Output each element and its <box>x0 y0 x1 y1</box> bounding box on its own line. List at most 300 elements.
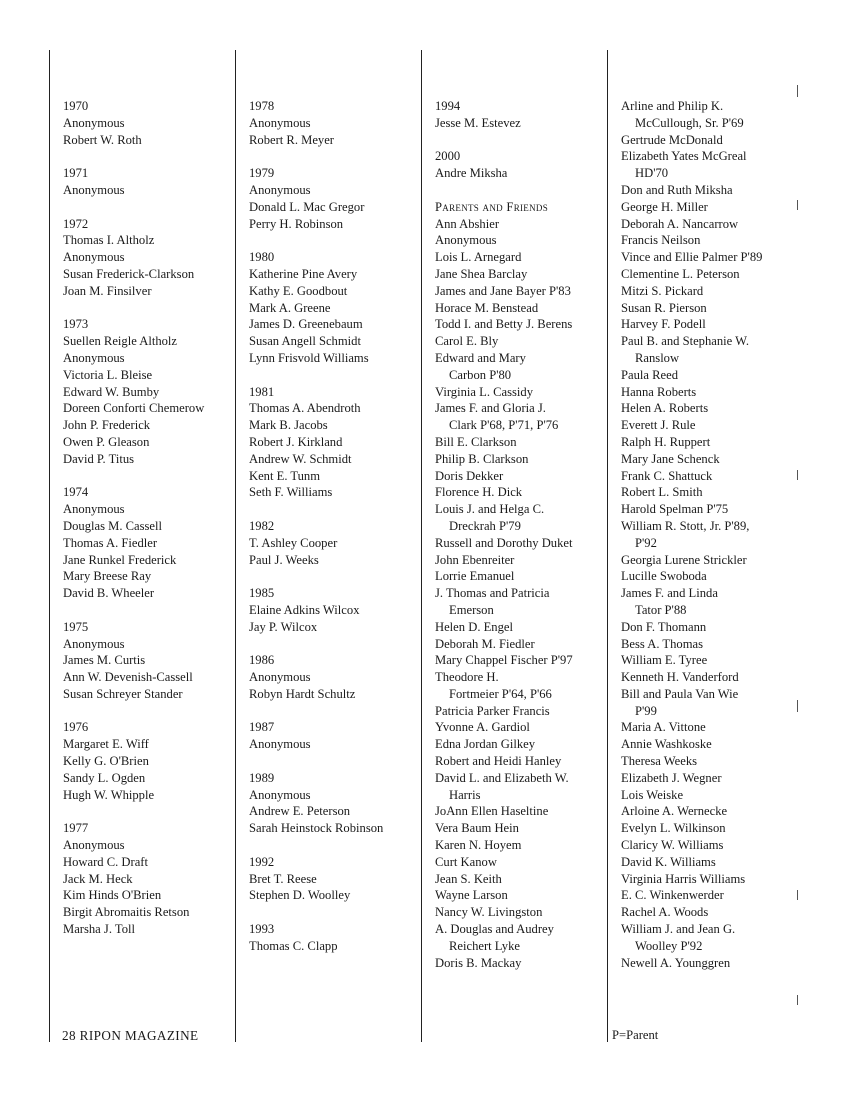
donor-name: Bill E. Clarkson <box>435 434 517 449</box>
donor-name: Mark B. Jacobs <box>249 418 328 433</box>
donor-name-continued: McCullough, Sr. P'69 <box>635 115 744 130</box>
scan-mark <box>797 470 798 480</box>
donor-name: Kathy E. Goodbout <box>249 283 348 298</box>
donor-name: E. C. Winkenwerder <box>621 888 724 903</box>
donor-name: Anonymous <box>63 502 125 517</box>
donor-entry <box>435 887 573 904</box>
donor-entry <box>621 367 762 384</box>
class-year-heading: 1972 <box>63 216 89 231</box>
class-year-group <box>249 518 383 568</box>
donor-name: Harvey F. Podell <box>621 317 706 332</box>
donor-name: James F. and Gloria J. <box>435 401 546 416</box>
donor-entry <box>621 148 762 182</box>
donor-entry <box>621 921 762 955</box>
class-year-heading: 1986 <box>249 653 275 668</box>
donor-name: Bill and Paula Van Wie <box>621 686 739 701</box>
donor-name: James F. and Linda <box>621 586 718 601</box>
donor-entry <box>621 417 762 434</box>
donor-entry <box>621 854 762 871</box>
donor-entry <box>621 300 762 317</box>
donor-name: Mary Chappel Fischer P'97 <box>435 653 573 668</box>
donor-name-continued: Ranslow <box>635 350 680 365</box>
donor-entry <box>621 955 762 972</box>
donor-name: Theresa Weeks <box>621 754 698 769</box>
donor-entry <box>435 568 573 585</box>
donor-name-continued: Carbon P'80 <box>449 367 512 382</box>
class-year-heading: 1976 <box>63 720 89 735</box>
column-rule-1 <box>49 50 50 1042</box>
donor-name: Birgit Abromaitis Retson <box>63 905 190 920</box>
donor-name: Helen A. Roberts <box>621 401 709 416</box>
donor-name: Everett J. Rule <box>621 418 696 433</box>
donor-entry <box>621 904 762 921</box>
donor-entry <box>435 316 573 333</box>
donor-name: Carol E. Bly <box>435 334 499 349</box>
scan-mark <box>797 890 798 900</box>
donor-name: Arloine A. Wernecke <box>621 804 728 819</box>
donor-entry <box>621 719 762 736</box>
donor-entry <box>435 216 573 233</box>
donor-name: Jay P. Wilcox <box>249 619 318 634</box>
donor-name: Andrew E. Peterson <box>249 804 351 819</box>
donor-name: Doris B. Mackay <box>435 955 522 970</box>
donor-name: Elizabeth Yates McGreal <box>621 149 747 164</box>
column-1-classes-1970-1977 <box>63 98 204 955</box>
donor-name: Susan Frederick-Clarkson <box>63 266 195 281</box>
donor-name: William R. Stott, Jr. P'89, <box>621 518 750 533</box>
donor-name: Claricy W. Williams <box>621 838 724 853</box>
donor-entry <box>621 333 762 367</box>
donor-name: Horace M. Benstead <box>435 300 539 315</box>
donor-entry <box>435 400 573 434</box>
column-2-classes-1978-1993 <box>249 98 383 971</box>
donor-entry <box>435 652 573 669</box>
donor-entry <box>435 854 573 871</box>
donor-entry <box>621 871 762 888</box>
donor-name: Anonymous <box>249 670 311 685</box>
donor-name: Anonymous <box>63 350 125 365</box>
scan-mark <box>797 85 798 97</box>
donor-name-continued: P'99 <box>635 703 657 718</box>
donor-name: Anonymous <box>63 250 125 265</box>
donor-entry <box>621 501 762 518</box>
donor-name: Bess A. Thomas <box>621 636 703 651</box>
donor-name-continued: HD'70 <box>635 166 669 181</box>
donor-entry <box>435 585 573 619</box>
legend-parent-note: P=Parent <box>612 1028 659 1042</box>
donor-entry <box>435 955 573 972</box>
class-year-heading: 1981 <box>249 384 275 399</box>
class-year-group <box>249 652 383 702</box>
donor-name: Thomas C. Clapp <box>249 938 338 953</box>
donor-name: Lois Weiske <box>621 787 684 802</box>
donor-name: Paul B. and Stephanie W. <box>621 334 750 349</box>
donor-entry <box>621 216 762 233</box>
donor-name: Marsha J. Toll <box>63 922 135 937</box>
donor-entry <box>621 451 762 468</box>
donor-entry <box>435 249 573 266</box>
class-year-heading: 1970 <box>63 99 89 113</box>
donor-entry <box>435 283 573 300</box>
donor-name: JoAnn Ellen Haseltine <box>435 804 549 819</box>
donor-name: Thomas A. Fiedler <box>63 535 158 550</box>
scan-mark <box>797 700 798 712</box>
class-year-group <box>435 148 573 182</box>
donor-entry <box>621 736 762 753</box>
donor-name: Stephen D. Woolley <box>249 888 351 903</box>
donor-entry <box>435 552 573 569</box>
class-year-heading: 2000 <box>435 149 461 164</box>
donor-name-continued: Woolley P'92 <box>635 938 703 953</box>
donor-name: Andrew W. Schmidt <box>249 451 352 466</box>
class-year-heading: 1982 <box>249 518 275 533</box>
donor-entry <box>621 316 762 333</box>
donor-entry <box>621 568 762 585</box>
donor-name: Susan Angell Schmidt <box>249 334 361 349</box>
donor-name: Ann Abshier <box>435 216 500 231</box>
donor-name: Perry H. Robinson <box>249 216 344 231</box>
class-year-heading: 1993 <box>249 922 275 937</box>
page-footer-magazine: 28 RIPON MAGAZINE <box>62 1028 199 1043</box>
donor-name: Philip B. Clarkson <box>435 451 529 466</box>
donor-name: Susan Schreyer Stander <box>63 686 183 701</box>
donor-entry <box>621 484 762 501</box>
donor-entry <box>621 820 762 837</box>
class-year-heading: 1974 <box>63 485 89 500</box>
class-year-group <box>249 98 383 148</box>
donor-entry <box>435 266 573 283</box>
donor-name: Kent E. Tunm <box>249 468 321 483</box>
donor-name: Thomas I. Altholz <box>63 233 155 248</box>
class-year-heading: 1980 <box>249 250 275 265</box>
donor-entry <box>621 434 762 451</box>
donor-name: Helen D. Engel <box>435 619 513 634</box>
donor-name: Deborah M. Fiedler <box>435 636 535 651</box>
donor-entry <box>621 585 762 619</box>
donor-name: John Ebenreiter <box>435 552 515 567</box>
donor-entry <box>621 753 762 770</box>
donor-name: Evelyn L. Wilkinson <box>621 821 726 836</box>
donor-name: Paula Reed <box>621 367 679 382</box>
donor-name: Mary Breese Ray <box>63 569 152 584</box>
donor-name: Sarah Heinstock Robinson <box>249 821 384 836</box>
class-year-group <box>249 165 383 232</box>
donor-name: Robyn Hardt Schultz <box>249 686 356 701</box>
class-year-heading: 1992 <box>249 854 275 869</box>
donor-name: William J. and Jean G. <box>621 922 736 937</box>
donor-name: Anonymous <box>249 787 311 802</box>
class-year-heading: 1994 <box>435 99 461 113</box>
donor-name: Anonymous <box>63 636 125 651</box>
donor-name: Arline and Philip K. <box>621 99 724 113</box>
donor-name: Paul J. Weeks <box>249 552 319 567</box>
donor-name: Jean S. Keith <box>435 871 502 886</box>
donor-name: Kim Hinds O'Brien <box>63 888 162 903</box>
donor-name: Vera Baum Hein <box>435 821 519 836</box>
donor-name: Georgia Lurene Strickler <box>621 552 747 567</box>
donor-entry <box>621 98 762 132</box>
donor-name: Sandy L. Ogden <box>63 770 146 785</box>
donor-name-continued: Dreckrah P'79 <box>449 518 521 533</box>
donor-entry <box>621 182 762 199</box>
donor-entry <box>621 787 762 804</box>
class-year-group <box>249 384 383 502</box>
donor-entry <box>621 887 762 904</box>
donor-name: Jane Shea Barclay <box>435 266 528 281</box>
donor-name: Ralph H. Ruppert <box>621 434 711 449</box>
donor-name: James and Jane Bayer P'83 <box>435 283 571 298</box>
donor-entry <box>435 703 573 720</box>
donor-entry <box>621 384 762 401</box>
donor-name-continued: Emerson <box>449 602 494 617</box>
donor-name: Frank C. Shattuck <box>621 468 713 483</box>
donor-name: Todd I. and Betty J. Berens <box>435 317 573 332</box>
column-rule-3 <box>421 50 422 1042</box>
donor-name: Virginia L. Cassidy <box>435 384 534 399</box>
donor-name: Anonymous <box>249 182 311 197</box>
donor-entry <box>435 770 573 804</box>
donor-entry <box>621 803 762 820</box>
donor-name: Susan R. Pierson <box>621 300 707 315</box>
donor-name: Anonymous <box>63 115 125 130</box>
donor-name: Louis J. and Helga C. <box>435 502 545 517</box>
donor-name: Patricia Parker Francis <box>435 703 550 718</box>
donor-name: Mary Jane Schenck <box>621 451 720 466</box>
donor-name: Robert and Heidi Hanley <box>435 754 562 769</box>
donor-name: Ann W. Devenish-Cassell <box>63 670 193 685</box>
donor-name: Maria A. Vittone <box>621 720 706 735</box>
donor-entry <box>621 552 762 569</box>
donor-name: Yvonne A. Gardiol <box>435 720 530 735</box>
donor-name: Clementine L. Peterson <box>621 266 740 281</box>
donor-name: Kenneth H. Vanderford <box>621 670 739 685</box>
donor-name: William E. Tyree <box>621 653 708 668</box>
donor-entry <box>435 333 573 350</box>
donor-entry <box>435 619 573 636</box>
donor-name: Theodore H. <box>435 670 499 685</box>
class-year-group <box>249 921 383 955</box>
donor-name: Curt Kanow <box>435 854 497 869</box>
class-year-group <box>435 98 573 132</box>
donor-entry <box>435 300 573 317</box>
class-year-heading: 1971 <box>63 166 89 181</box>
donor-name: Mitzi S. Pickard <box>621 283 704 298</box>
donor-name: Donald L. Mac Gregor <box>249 199 365 214</box>
donor-entry <box>435 468 573 485</box>
donor-entry <box>621 518 762 552</box>
donor-name: Elaine Adkins Wilcox <box>249 602 360 617</box>
donor-entry <box>435 501 573 535</box>
donor-name: Harold Spelman P'75 <box>621 502 729 517</box>
donor-name: David P. Titus <box>63 451 135 466</box>
donor-name: Robert W. Roth <box>63 132 142 147</box>
donor-name: Annie Washkoske <box>621 737 712 752</box>
donor-name: Howard C. Draft <box>63 854 148 869</box>
donor-name: Robert L. Smith <box>621 485 703 500</box>
donor-entry <box>621 199 762 216</box>
donor-name-continued: Harris <box>449 787 481 802</box>
donor-name: A. Douglas and Audrey <box>435 922 554 937</box>
donor-name: Virginia Harris Williams <box>621 871 746 886</box>
donor-entry <box>621 468 762 485</box>
class-year-group <box>249 249 383 367</box>
class-year-heading: 1977 <box>63 821 89 836</box>
donor-name: Robert R. Meyer <box>249 132 334 147</box>
donor-name: Elizabeth J. Wegner <box>621 770 722 785</box>
class-year-heading: 1973 <box>63 317 89 332</box>
donor-name: Anonymous <box>249 115 311 130</box>
donor-entry <box>435 820 573 837</box>
donor-name: James D. Greenebaum <box>249 317 363 332</box>
donor-entry <box>435 484 573 501</box>
donor-entry <box>621 652 762 669</box>
donor-entry <box>621 669 762 686</box>
donor-name-continued: Clark P'68, P'71, P'76 <box>449 418 559 433</box>
donor-entry <box>435 350 573 384</box>
donor-name: Vince and Ellie Palmer P'89 <box>621 250 763 265</box>
donor-name: Doreen Conforti Chemerow <box>63 401 205 416</box>
donor-entry <box>435 871 573 888</box>
class-year-group <box>63 216 204 300</box>
donor-name: Florence H. Dick <box>435 485 523 500</box>
class-year-group <box>63 316 204 467</box>
donor-entry <box>435 753 573 770</box>
donor-name: Francis Neilson <box>621 233 701 248</box>
donor-entry <box>621 266 762 283</box>
donor-name: T. Ashley Cooper <box>249 535 338 550</box>
class-year-group <box>249 585 383 635</box>
donor-entry <box>621 636 762 653</box>
donor-name: Seth F. Williams <box>249 485 333 500</box>
donor-name: Lucille Swoboda <box>621 569 707 584</box>
donor-entry <box>435 535 573 552</box>
class-year-group <box>63 820 204 938</box>
donor-name: Lynn Frisvold Williams <box>249 350 369 365</box>
donor-entry <box>435 736 573 753</box>
donor-name: Mark A. Greene <box>249 300 331 315</box>
donor-entry <box>621 770 762 787</box>
donor-name: Anonymous <box>63 838 125 853</box>
donor-name: Victoria L. Bleise <box>63 367 153 382</box>
donor-name: J. Thomas and Patricia <box>435 586 550 601</box>
class-year-group <box>249 719 383 753</box>
donor-name: Hugh W. Whipple <box>63 787 155 802</box>
class-year-heading: 1978 <box>249 99 275 113</box>
donor-entry <box>435 451 573 468</box>
donor-name: Robert J. Kirkland <box>249 434 343 449</box>
donor-name: Bret T. Reese <box>249 871 317 886</box>
donor-name: Kelly G. O'Brien <box>63 754 149 769</box>
donor-name-continued: Fortmeier P'64, P'66 <box>449 686 552 701</box>
class-year-group <box>249 854 383 904</box>
donor-name: Hanna Roberts <box>621 384 697 399</box>
donor-name: Jack M. Heck <box>63 871 133 886</box>
donor-name: Nancy W. Livingston <box>435 905 543 920</box>
donor-name: George H. Miller <box>621 199 708 214</box>
donor-name: John P. Frederick <box>63 418 151 433</box>
donor-name-continued: Tator P'88 <box>635 602 687 617</box>
donor-entry <box>435 669 573 703</box>
donor-name: Don and Ruth Miksha <box>621 182 733 197</box>
donor-name: Edna Jordan Gilkey <box>435 737 536 752</box>
donor-name: Rachel A. Woods <box>621 905 709 920</box>
donor-name: Margaret E. Wiff <box>63 737 149 752</box>
donor-name: Wayne Larson <box>435 888 508 903</box>
donor-name: James M. Curtis <box>63 653 146 668</box>
donor-name: David L. and Elizabeth W. <box>435 770 569 785</box>
donor-name: Russell and Dorothy Duket <box>435 535 573 550</box>
donor-name: David B. Wheeler <box>63 586 155 601</box>
donor-name: Owen P. Gleason <box>63 434 150 449</box>
donor-name: Andre Miksha <box>435 166 508 181</box>
class-year-heading: 1975 <box>63 619 89 634</box>
donor-name: David K. Williams <box>621 854 716 869</box>
donor-name: Jane Runkel Frederick <box>63 552 177 567</box>
donor-name: Lois L. Arnegard <box>435 250 522 265</box>
donor-name: Newell A. Younggren <box>621 955 731 970</box>
donor-entry <box>435 232 573 249</box>
donor-entry <box>435 803 573 820</box>
donor-name: Jesse M. Estevez <box>435 115 521 130</box>
donor-name: Deborah A. Nancarrow <box>621 216 739 231</box>
donor-name: Gertrude McDonald <box>621 132 723 147</box>
donor-name: Thomas A. Abendroth <box>249 401 361 416</box>
column-3-parents-and-friends <box>435 98 573 971</box>
class-year-heading: 1987 <box>249 720 275 735</box>
section-heading-parents-and-friends: Parents and Friends <box>435 199 549 214</box>
donor-name: Edward W. Bumby <box>63 384 160 399</box>
class-year-heading: 1989 <box>249 770 275 785</box>
donor-name-continued: Reichert Lyke <box>449 938 520 953</box>
column-rule-2 <box>235 50 236 1042</box>
donor-entry <box>621 400 762 417</box>
scan-mark <box>797 995 798 1005</box>
class-year-heading: 1985 <box>249 586 275 601</box>
donor-name-continued: P'92 <box>635 535 657 550</box>
donor-entry <box>435 904 573 921</box>
donor-name: Karen N. Hoyem <box>435 838 522 853</box>
class-year-group <box>63 484 204 602</box>
donor-entry <box>621 132 762 149</box>
donor-entry <box>435 636 573 653</box>
donor-name: Anonymous <box>63 182 125 197</box>
donor-entry <box>621 837 762 854</box>
class-year-group <box>63 719 204 803</box>
donor-entry <box>435 921 573 955</box>
class-year-group <box>63 98 204 148</box>
donor-name: Katherine Pine Avery <box>249 266 358 281</box>
donor-name: Don F. Thomann <box>621 619 707 634</box>
donor-name: Suellen Reigle Altholz <box>63 334 178 349</box>
donor-entry <box>435 384 573 401</box>
column-rule-4 <box>607 50 608 1042</box>
donor-entry <box>435 719 573 736</box>
class-year-group <box>249 770 383 837</box>
donor-entry <box>621 686 762 720</box>
class-year-group <box>63 165 204 199</box>
donor-name: Anonymous <box>435 233 497 248</box>
donor-entry <box>621 283 762 300</box>
donor-entry <box>621 249 762 266</box>
scan-mark <box>797 200 798 210</box>
donor-name: Douglas M. Cassell <box>63 518 162 533</box>
donor-name: Edward and Mary <box>435 350 526 365</box>
donor-entry <box>621 232 762 249</box>
donor-entry <box>435 837 573 854</box>
class-year-group <box>63 619 204 703</box>
donor-name: Joan M. Finsilver <box>63 283 152 298</box>
column-4-parents-and-friends-continued <box>621 98 762 971</box>
